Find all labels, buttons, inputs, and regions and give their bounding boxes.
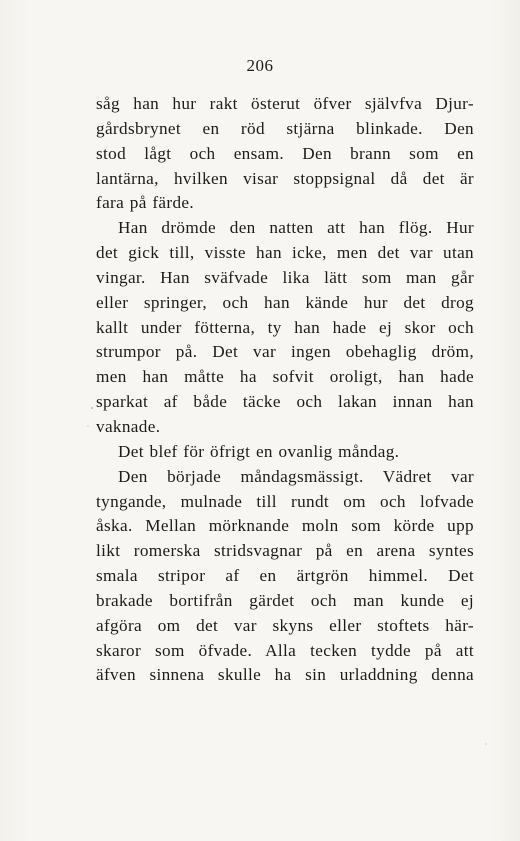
body-text (96, 92, 474, 688)
text-line: vingar. Han sväfvade lika lätt som man går (96, 267, 474, 287)
page-number: 206 (246, 56, 274, 75)
paragraph-first-line: Han drömde den natten att han flög. Hur (118, 218, 474, 238)
text-line: åska. Mellan mörknande moln som körde upp (96, 516, 474, 536)
text-line: det gick till, visste han icke, men det var utan (96, 243, 474, 263)
text-line: stod lågt och ensam. Den brann som en (96, 143, 474, 163)
paragraph-first-line: Det blef för öfrigt en ovanlig måndag. (118, 441, 400, 461)
text-line: såg han hur rakt österut öfver självfva Djur- (96, 94, 474, 113)
text-line: afgöra om det var skyns eller stoftets här- (96, 615, 474, 635)
text-line: brakade bortifrån gärdet och man kunde ej (96, 590, 474, 610)
text-line: smala stripor af en ärtgrön himmel. Det (96, 566, 474, 586)
text-line: likt romerska stridsvagnar på en arena syntes (96, 541, 474, 561)
text-line: lantärna, hvilken visar stoppsignal då det är (96, 168, 474, 188)
text-line: kallt under fötterna, ty han hade ej skor och (96, 317, 474, 337)
text-line: men han måtte ha sofvit oroligt, han hade (96, 367, 474, 387)
text-line: vaknade. (96, 416, 161, 436)
text-line: fara på färde. (96, 193, 195, 213)
text-line: sparkat af både täcke och lakan innan han (96, 392, 474, 412)
text-line: skaror som öfvade. Alla tecken tydde på att (96, 640, 474, 660)
text-line: tyngande, mulnade till rundt om och lofvade (96, 491, 474, 511)
text-line: gårdsbrynet en röd stjärna blinkade. Den (96, 118, 474, 138)
text-line: äfven sinnena skulle ha sin urladdning denna (96, 665, 474, 685)
paragraph-first-line: Den började måndagsmässigt. Vädret var (118, 466, 474, 486)
text-line: strumpor på. Det var ingen obehaglig dröm, (96, 342, 474, 362)
text-line: eller springer, och han kände hur det drog (96, 292, 474, 312)
